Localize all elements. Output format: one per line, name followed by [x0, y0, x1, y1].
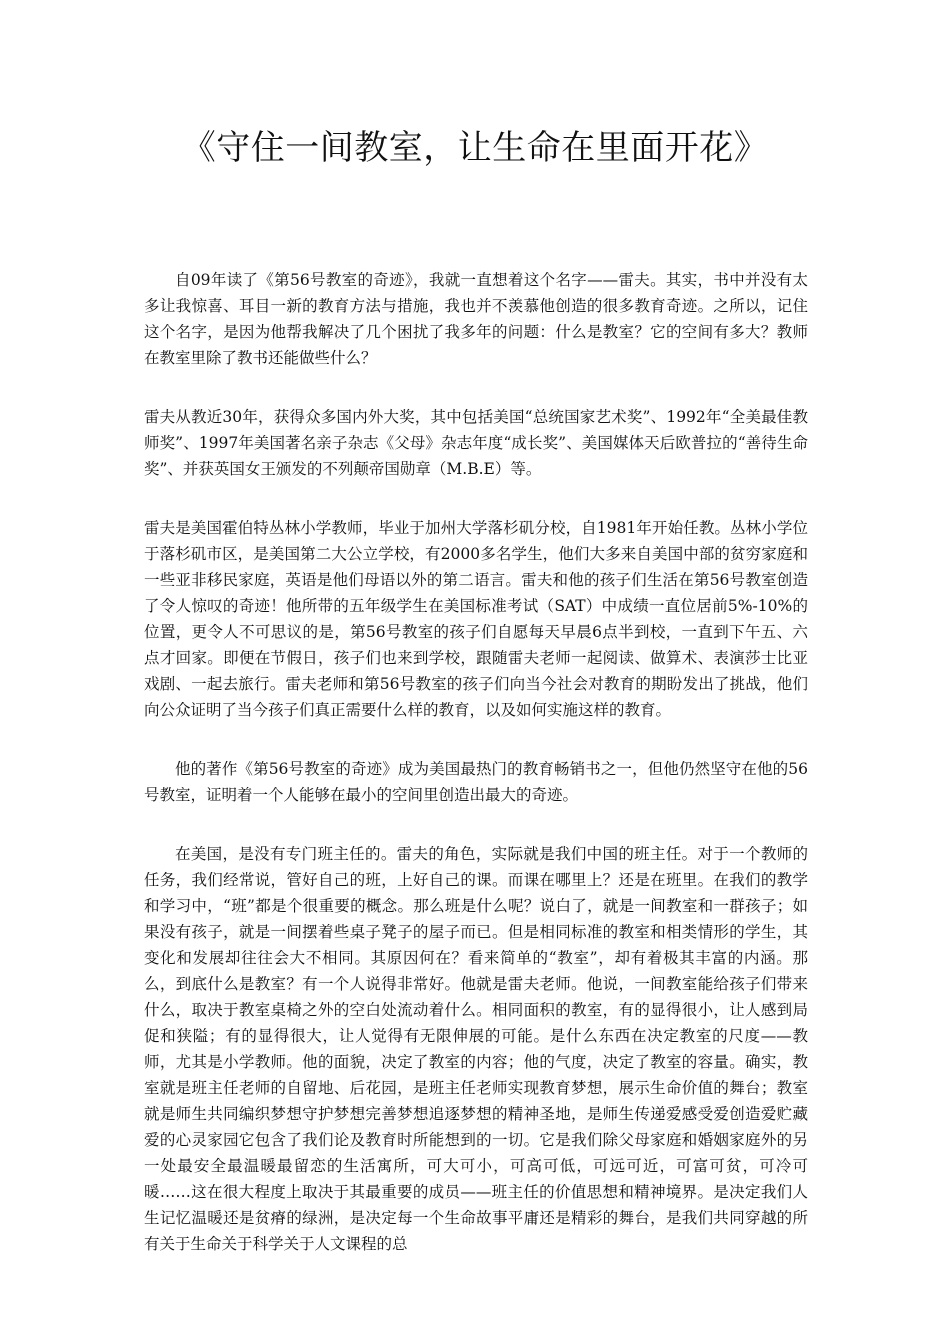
document-body [144, 267, 808, 1290]
paragraph-awards: 雷夫从教近30年，获得众多国内外大奖，其中包括美国“总统国家艺术奖”、1992年“全美最佳教师奖”、1997年美国著名亲子杂志《父母》杂志年度“成长奖”、美国媒体天后欧普拉的“善待生命奖”、并获英国女王颁发的不列颠帝国勋章（M.B.E）等。 [144, 408, 808, 478]
paragraph-book: 他的著作《第56号教室的奇迹》成为美国最热门的教育畅销书之一，但他仍然坚守在他的56号教室，证明着一个人能够在最小的空间里创造出最大的奇迹。 [144, 760, 808, 804]
document-title: 《守住一间教室，让生命在里面开花》 [181, 128, 769, 168]
paragraph-intro: 自09年读了《第56号教室的奇迹》，我就一直想着这个名字——雷夫。其实，书中并没有太多让我惊喜、耳目一新的教育方法与措施，我也并不羡慕他创造的很多教育奇迹。之所以，记住这个名字，是因为他帮我解决了几个困扰了我多年的问题：什么是教室？它的空间有多大？教师在教室里除了教书还能做些什么？ [144, 271, 808, 367]
paragraph-background: 雷夫是美国霍伯特丛林小学教师，毕业于加州大学落杉矶分校，自1981年开始任教。丛林小学位于落杉矶市区，是美国第二大公立学校，有2000多名学生，他们大多来自美国中部的贫穷家庭和一些亚非移民家庭，英语是他们母语以外的第二语言。雷夫和他的孩子们生活在第56号教室创造了令人惊叹的奇迹！他所带的五年级学生在美国标准考试（SAT）中成绩一直位居前5%-10%的位置，更令人不可思议的是，第56号教室的孩子们自愿每天早晨6点半到校，一直到下午五、六点才回家。即便在节假日，孩子们也来到学校，跟随雷夫老师一起阅读、做算术、表演莎士比亚戏剧、一起去旅行。雷夫老师和第56号教室的孩子们向当今社会对教育的期盼发出了挑战，他们向公众证明了当今孩子们真正需要什么样的教育，以及如何实施这样的教育。 [144, 519, 808, 719]
paragraph-classroom: 在美国，是没有专门班主任的。雷夫的角色，实际就是我们中国的班主任。对于一个教师的任务，我们经常说，管好自己的班，上好自己的课。而课在哪里上？还是在班里。在我们的教学和学习中，“班”都是个很重要的概念。那么班是什么呢？说白了，就是一间教室和一群孩子；如果没有孩子，就是一间摆着些桌子凳子的屋子而已。但是相同标准的教室和相类情形的学生，其变化和发展却往往会大不相同。其原因何在？看来简单的“教室”，却有着极其丰富的内涵。那么，到底什么是教室？有一个人说得非常好。他就是雷夫老师。他说，一间教室能给孩子们带来什么，取决于教室桌椅之外的空白处流动着什么。相同面积的教室，有的显得很小，让人感到局促和狭隘；有的显得很大，让人觉得有无限伸展的可能。是什么东西在决定教室的尺度——教师，尤其是小学教师。他的面貌，决定了教室的内容；他的气度，决定了教室的容量。确实，教室就是班主任老师的自留地、后花园，是班主任老师实现教育梦想，展示生命价值的舞台；教室就是师生共同编织梦想守护梦想完善梦想追逐梦想的精神圣地，是师生传递爱感受爱创造爱贮藏爱的心灵家园它包含了我们论及教育时所能想到的一切。它是我们除父母家庭和婚姻家庭外的另一处最安全最温暖最留恋的生活寓所，可大可小，可高可低，可远可近，可富可贫，可冷可暖……这在很大程度上取决于其最重要的成员——班主任的价值思想和精神境界。是决定我们人生记忆温暖还是贫瘠的绿洲，是决定每一个生命故事平庸还是精彩的舞台，是我们共同穿越的所有关于生命关于科学关于人文课程的总 [144, 845, 808, 1253]
